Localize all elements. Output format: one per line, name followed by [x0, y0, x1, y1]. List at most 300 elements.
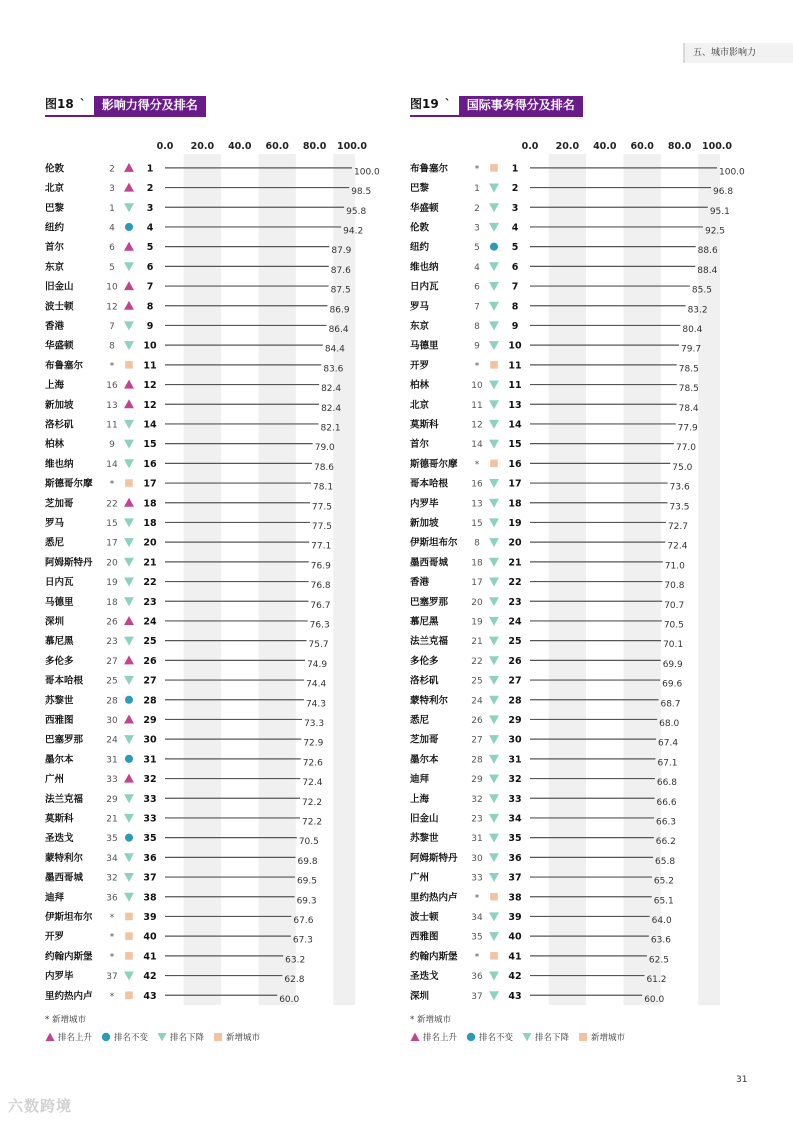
- previous-rank: *: [474, 952, 480, 963]
- current-rank: 42: [143, 971, 157, 983]
- previous-rank: 30: [106, 715, 118, 726]
- legend-item: [157, 1031, 204, 1043]
- score-label: 74.4: [306, 679, 327, 690]
- x-tick-label: 60.0: [265, 141, 289, 152]
- previous-rank: 19: [106, 578, 118, 589]
- rank-down-icon: [489, 321, 499, 330]
- current-rank: 43: [508, 990, 522, 1002]
- previous-rank: 25: [106, 676, 118, 687]
- previous-rank: 7: [109, 321, 115, 332]
- current-rank: 3: [511, 202, 519, 214]
- city-name: 巴塞罗那: [45, 734, 84, 746]
- rank-down-icon: [522, 1032, 532, 1042]
- current-rank: 24: [143, 616, 157, 628]
- previous-rank: 20: [106, 558, 118, 569]
- city-name: 布鲁塞尔: [410, 163, 449, 175]
- current-rank: 22: [143, 577, 157, 589]
- score-label: 100.0: [719, 167, 745, 178]
- rank-up-icon: [124, 774, 134, 783]
- rank-down-icon: [489, 991, 499, 1000]
- score-label: 74.9: [307, 659, 328, 670]
- previous-rank: 4: [474, 262, 480, 273]
- current-rank: 18: [143, 517, 157, 529]
- current-rank: 14: [508, 419, 522, 431]
- city-name: 伊斯坦布尔: [410, 537, 458, 549]
- legend-shape: [214, 1033, 222, 1041]
- city-name: 法兰克福: [45, 793, 84, 805]
- current-rank: 37: [508, 872, 522, 884]
- current-rank: 32: [143, 774, 157, 786]
- current-rank: 9: [146, 320, 154, 332]
- city-name: 香港: [410, 577, 430, 589]
- city-name: 洛杉矶: [410, 675, 439, 687]
- score-label: 68.7: [660, 699, 681, 710]
- current-rank: 30: [508, 734, 522, 746]
- previous-rank: 20: [471, 597, 483, 608]
- rank-same-icon: [125, 223, 133, 231]
- current-rank: 11: [508, 380, 522, 392]
- city-name: 多伦多: [410, 655, 439, 667]
- score-label: 69.9: [662, 659, 683, 670]
- rank-down-icon: [124, 558, 134, 567]
- current-rank: 27: [508, 675, 522, 687]
- rank-down-icon: [489, 637, 499, 646]
- city-name: 迪拜: [45, 892, 65, 904]
- rank-down-icon: [124, 597, 134, 606]
- city-name: 开罗: [410, 360, 430, 372]
- previous-rank: 32: [106, 873, 118, 884]
- city-name: 上海: [410, 793, 430, 805]
- city-name: 芝加哥: [45, 498, 74, 510]
- previous-rank: 17: [471, 578, 483, 589]
- current-rank: 23: [143, 596, 157, 608]
- rank-down-icon: [124, 676, 134, 685]
- current-rank: 22: [508, 577, 522, 589]
- previous-rank: 5: [109, 262, 115, 273]
- current-rank: 40: [143, 931, 157, 943]
- rank-down-icon: [489, 932, 499, 941]
- new-city-icon: [490, 361, 498, 369]
- current-rank: 21: [508, 557, 522, 569]
- score-label: 71.0: [664, 561, 685, 572]
- legend-label: 排名上升: [423, 1033, 458, 1043]
- legend-shape: [411, 1033, 420, 1042]
- rank-down-icon: [489, 400, 499, 409]
- current-rank: 41: [143, 951, 157, 963]
- score-label: 69.8: [297, 856, 318, 867]
- rank-down-icon: [489, 834, 499, 843]
- previous-rank: *: [474, 361, 480, 372]
- previous-rank: 23: [106, 637, 118, 648]
- score-label: 66.8: [656, 778, 677, 789]
- previous-rank: *: [474, 164, 480, 175]
- score-label: 77.5: [311, 521, 332, 532]
- score-label: 65.8: [655, 856, 676, 867]
- rank-down-icon: [489, 794, 499, 803]
- city-name: 广州: [410, 872, 430, 884]
- score-label: 70.5: [663, 620, 684, 631]
- current-rank: 15: [143, 439, 157, 451]
- rank-up-icon: [124, 301, 134, 310]
- previous-rank: 35: [106, 834, 118, 845]
- rank-up-icon: [124, 655, 134, 664]
- previous-rank: 14: [106, 459, 118, 470]
- city-name: 马德里: [410, 340, 439, 352]
- previous-rank: 6: [474, 282, 480, 293]
- previous-rank: 12: [471, 420, 483, 431]
- new-city-icon: [490, 893, 498, 901]
- city-name: 广州: [45, 774, 65, 786]
- legend-item: [466, 1031, 513, 1043]
- current-rank: 16: [143, 458, 157, 470]
- rank-up-icon: [124, 498, 134, 507]
- previous-rank: 15: [106, 518, 118, 529]
- previous-rank: 36: [106, 893, 118, 904]
- current-rank: 29: [508, 714, 522, 726]
- legend-label: 排名下降: [170, 1033, 205, 1043]
- legend-keys: [45, 1031, 269, 1043]
- rank-down-icon: [489, 912, 499, 921]
- score-label: 63.2: [285, 955, 306, 966]
- previous-rank: *: [109, 479, 115, 490]
- previous-rank: 37: [106, 972, 118, 983]
- rank-down-icon: [124, 578, 134, 587]
- new-city-icon: [213, 1032, 223, 1042]
- rank-up-icon: [124, 242, 134, 251]
- score-label: 69.6: [662, 679, 683, 690]
- rank-down-icon: [124, 459, 134, 468]
- current-rank: 14: [143, 419, 157, 431]
- previous-rank: 21: [106, 814, 118, 825]
- previous-rank: 8: [109, 341, 115, 352]
- city-name: 内罗毕: [410, 498, 439, 510]
- previous-rank: 2: [474, 203, 480, 214]
- current-rank: 31: [508, 754, 522, 766]
- current-rank: 36: [143, 852, 157, 864]
- rank-down-icon: [489, 538, 499, 547]
- legend-label: 新增城市: [591, 1033, 626, 1043]
- score-label: 76.9: [310, 561, 331, 572]
- previous-rank: *: [109, 361, 115, 372]
- score-label: 77.5: [311, 502, 332, 513]
- previous-rank: *: [474, 459, 480, 470]
- score-label: 75.0: [672, 462, 693, 473]
- x-tick-label: 80.0: [667, 141, 692, 152]
- current-rank: 11: [508, 360, 522, 372]
- new-city-icon: [125, 479, 133, 487]
- city-name: 苏黎世: [410, 833, 439, 845]
- legend-item: [522, 1031, 569, 1043]
- score-label: 72.4: [302, 778, 323, 789]
- score-label: 82.4: [321, 403, 342, 414]
- rank-down-icon: [489, 656, 499, 665]
- score-label: 68.0: [659, 718, 680, 729]
- previous-rank: 24: [106, 735, 118, 746]
- rank-down-icon: [489, 715, 499, 724]
- current-rank: 2: [511, 183, 519, 195]
- city-name: 哥本哈根: [45, 675, 84, 687]
- current-rank: 8: [146, 301, 154, 313]
- current-rank: 1: [146, 163, 154, 175]
- city-name: 圣迭戈: [410, 971, 439, 983]
- rank-up-icon: [124, 616, 134, 625]
- rank-down-icon: [489, 479, 499, 488]
- city-name: 巴黎: [45, 202, 65, 214]
- rank-down-icon: [124, 518, 134, 527]
- city-name: 维也纳: [45, 458, 74, 470]
- city-name: 阿姆斯特丹: [410, 852, 458, 864]
- previous-rank: 34: [471, 912, 483, 923]
- city-name: 柏林: [45, 439, 65, 451]
- legend-label: 排名下降: [535, 1033, 570, 1043]
- rank-down-icon: [489, 341, 499, 350]
- previous-rank: 22: [106, 499, 118, 510]
- x-tick-label: 0.0: [156, 141, 174, 152]
- legend-shape: [102, 1033, 110, 1041]
- score-label: 83.2: [687, 305, 708, 316]
- score-label: 76.8: [310, 581, 331, 592]
- previous-rank: 26: [106, 617, 118, 628]
- legend-label: 排名上升: [58, 1033, 93, 1043]
- score-label: 72.7: [667, 521, 688, 532]
- new-city-icon: [125, 952, 133, 960]
- x-tick-label: 80.0: [302, 141, 327, 152]
- score-label: 86.4: [328, 324, 349, 335]
- city-name: 墨尔本: [45, 754, 74, 766]
- previous-rank: *: [109, 932, 115, 943]
- previous-rank: 13: [106, 400, 118, 411]
- current-rank: 12: [143, 399, 157, 411]
- current-rank: 34: [508, 813, 522, 825]
- score-label: 77.1: [311, 541, 332, 552]
- current-rank: 33: [143, 793, 157, 805]
- score-label: 72.9: [303, 738, 324, 749]
- current-rank: 25: [508, 636, 522, 648]
- rank-up-icon: [410, 1032, 420, 1042]
- city-name: 里约热内卢: [410, 892, 458, 904]
- current-rank: 18: [508, 498, 522, 510]
- city-name: 伦敦: [410, 222, 430, 234]
- previous-rank: 33: [471, 873, 483, 884]
- current-rank: 36: [508, 852, 522, 864]
- previous-rank: 28: [471, 755, 483, 766]
- score-label: 76.7: [310, 600, 331, 611]
- previous-rank: 10: [471, 381, 483, 392]
- city-name: 悉尼: [410, 714, 430, 726]
- previous-rank: 8: [474, 538, 480, 549]
- previous-rank: 16: [471, 479, 483, 490]
- current-rank: 26: [508, 655, 522, 667]
- score-label: 78.5: [678, 384, 699, 395]
- previous-rank: 3: [109, 184, 115, 195]
- city-name: 圣迭戈: [45, 833, 74, 845]
- city-name: 香港: [45, 320, 65, 332]
- score-label: 82.4: [321, 384, 342, 395]
- current-rank: 38: [143, 892, 157, 904]
- score-label: 66.6: [656, 797, 677, 808]
- figure-19-chart: [410, 135, 760, 1005]
- rank-down-icon: [124, 341, 134, 350]
- score-label: 79.7: [681, 344, 702, 355]
- rank-same-icon: [125, 755, 133, 763]
- score-label: 61.2: [646, 975, 667, 986]
- current-rank: 26: [143, 655, 157, 667]
- legend-item: [410, 1031, 457, 1043]
- new-city-icon: [490, 952, 498, 960]
- previous-rank: 7: [474, 302, 480, 313]
- rank-up-icon: [124, 399, 134, 408]
- previous-rank: 11: [471, 400, 483, 411]
- current-rank: 31: [143, 754, 157, 766]
- city-name: 柏林: [410, 380, 430, 392]
- current-rank: 15: [508, 439, 522, 451]
- city-name: 新加坡: [410, 517, 439, 529]
- previous-rank: 23: [471, 814, 483, 825]
- city-name: 日内瓦: [410, 281, 439, 293]
- previous-rank: 14: [471, 440, 483, 451]
- rank-down-icon: [124, 203, 134, 212]
- current-rank: 42: [508, 971, 522, 983]
- legend-keys: [410, 1031, 634, 1043]
- current-rank: 4: [146, 222, 154, 234]
- rank-down-icon: [124, 735, 134, 744]
- rank-same-icon: [101, 1032, 111, 1042]
- score-label: 64.0: [651, 915, 672, 926]
- figure-18-title: [45, 96, 206, 117]
- previous-rank: 4: [109, 223, 115, 234]
- score-label: 69.5: [296, 876, 318, 887]
- previous-rank: 1: [109, 203, 115, 214]
- score-label: 83.6: [323, 364, 344, 375]
- rank-same-icon: [466, 1032, 476, 1042]
- rank-down-icon: [489, 617, 499, 626]
- score-label: 78.6: [313, 462, 335, 473]
- score-label: 70.7: [664, 600, 685, 611]
- score-label: 95.8: [346, 206, 367, 217]
- rank-up-icon: [124, 715, 134, 724]
- score-label: 65.2: [653, 876, 674, 887]
- score-label: 95.1: [709, 206, 730, 217]
- current-rank: 28: [508, 695, 522, 707]
- current-rank: 9: [511, 320, 519, 332]
- rank-down-icon: [124, 873, 134, 882]
- city-name: 罗马: [45, 517, 65, 529]
- score-label: 74.3: [305, 699, 326, 710]
- previous-rank: 16: [106, 381, 118, 392]
- current-rank: 19: [508, 517, 522, 529]
- previous-rank: 27: [106, 656, 118, 667]
- new-city-icon: [578, 1032, 588, 1042]
- current-rank: 8: [511, 301, 519, 313]
- legend-label: 新增城市: [226, 1033, 261, 1043]
- current-rank: 12: [143, 380, 157, 392]
- current-rank: 38: [508, 892, 522, 904]
- score-label: 87.9: [331, 246, 352, 257]
- city-name: 纽约: [410, 242, 430, 254]
- current-rank: 20: [508, 537, 522, 549]
- previous-rank: *: [109, 991, 115, 1002]
- score-label: 75.7: [308, 640, 329, 651]
- city-name: 新加坡: [45, 399, 74, 411]
- score-label: 73.5: [669, 502, 690, 513]
- current-rank: 1: [511, 163, 519, 175]
- new-city-icon: [125, 361, 133, 369]
- section-tag: 五、城市影响力: [683, 43, 793, 63]
- current-rank: 5: [511, 242, 519, 254]
- rank-down-icon: [124, 440, 134, 449]
- current-rank: 43: [143, 990, 157, 1002]
- previous-rank: *: [109, 952, 115, 963]
- legend-item: [45, 1031, 92, 1043]
- previous-rank: 11: [106, 420, 118, 431]
- previous-rank: 31: [106, 755, 118, 766]
- score-label: 62.5: [648, 955, 669, 966]
- previous-rank: 29: [106, 794, 118, 805]
- previous-rank: 34: [106, 853, 118, 864]
- previous-rank: 10: [106, 282, 118, 293]
- city-name: 墨西哥城: [410, 557, 449, 569]
- score-label: 78.5: [678, 364, 699, 375]
- previous-rank: *: [474, 893, 480, 904]
- score-label: 65.1: [653, 896, 674, 907]
- city-name: 内罗毕: [45, 971, 74, 983]
- figure-18-tick-mark: `: [79, 97, 86, 111]
- score-label: 60.0: [644, 994, 665, 1005]
- score-label: 76.3: [309, 620, 330, 631]
- rank-up-icon: [45, 1032, 55, 1042]
- current-rank: 13: [508, 399, 522, 411]
- current-rank: 23: [508, 596, 522, 608]
- city-name: 迪拜: [410, 774, 430, 786]
- current-rank: 29: [143, 714, 157, 726]
- city-name: 斯德哥尔摩: [410, 458, 458, 470]
- current-rank: 3: [146, 202, 154, 214]
- city-name: 华盛顿: [410, 202, 439, 214]
- previous-rank: 36: [471, 972, 483, 983]
- current-rank: 24: [508, 616, 522, 628]
- previous-rank: 8: [474, 321, 480, 332]
- rank-down-icon: [124, 321, 134, 330]
- city-name: 约翰内斯堡: [410, 951, 458, 963]
- city-name: 莫斯科: [410, 419, 439, 431]
- city-name: 东京: [45, 261, 65, 273]
- rank-up-icon: [124, 380, 134, 389]
- rank-up-icon: [124, 183, 134, 192]
- city-name: 法兰克福: [410, 636, 449, 648]
- score-label: 67.6: [293, 915, 314, 926]
- rank-same-icon: [125, 834, 133, 842]
- current-rank: 16: [508, 458, 522, 470]
- city-name: 洛杉矶: [45, 419, 74, 431]
- legend-label: 排名不变: [114, 1033, 149, 1043]
- rank-down-icon: [124, 814, 134, 823]
- score-label: 60.0: [279, 994, 300, 1005]
- score-label: 63.6: [650, 935, 671, 946]
- score-label: 72.2: [302, 797, 323, 808]
- previous-rank: 18: [471, 558, 483, 569]
- current-rank: 6: [146, 261, 154, 273]
- current-rank: 5: [146, 242, 154, 254]
- city-name: 莫斯科: [45, 813, 74, 825]
- score-label: 70.8: [664, 581, 685, 592]
- current-rank: 30: [143, 734, 157, 746]
- rank-down-icon: [489, 755, 499, 764]
- rank-down-icon: [489, 775, 499, 784]
- rank-down-icon: [489, 597, 499, 606]
- current-rank: 32: [508, 774, 522, 786]
- current-rank: 6: [511, 261, 519, 273]
- rank-down-icon: [124, 853, 134, 862]
